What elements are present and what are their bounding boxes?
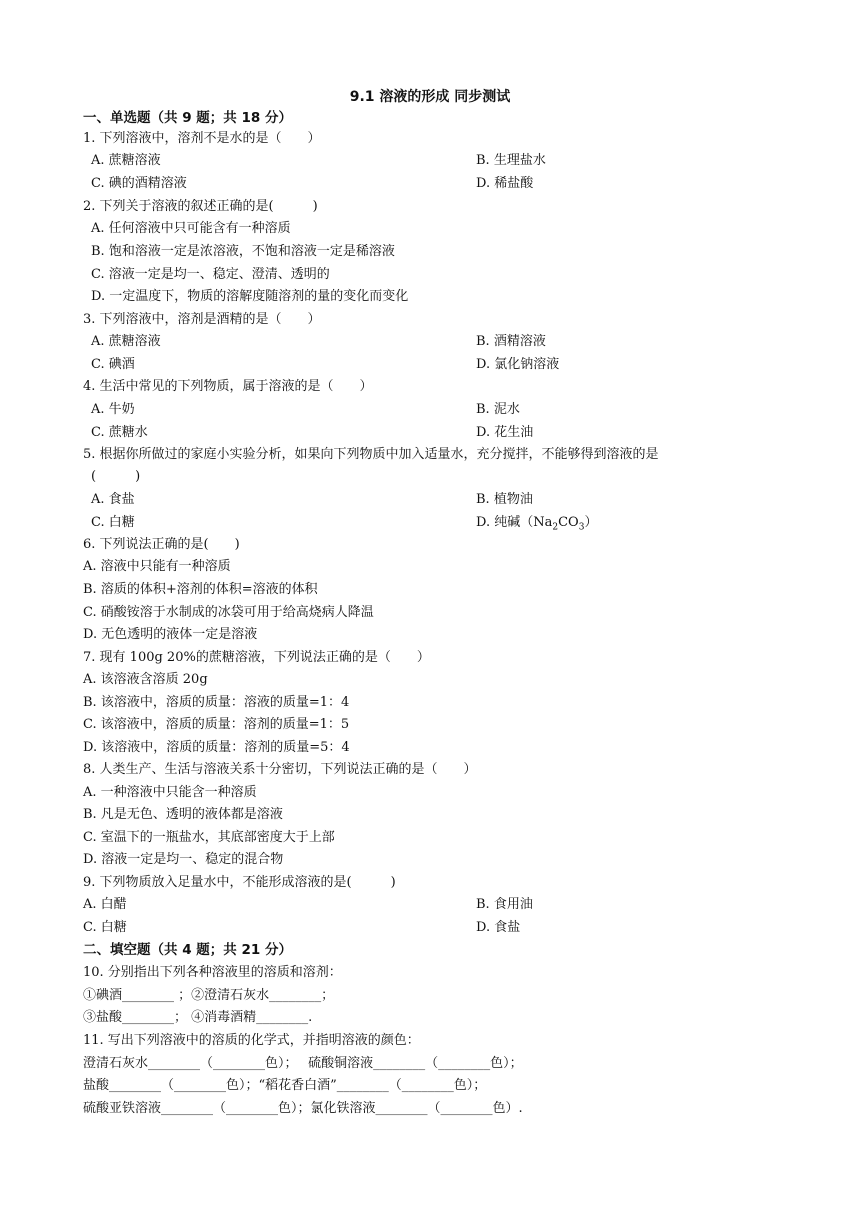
question-4-stem: 4. 生活中常见的下列物质，属于溶液的是（ ） xyxy=(83,379,373,394)
question-6-option-b: B. 溶质的体积+溶剂的体积=溶液的体积 xyxy=(83,582,318,597)
question-5-stem: 5. 根据你所做过的家庭小实验分析，如果向下列物质中加入适量水，充分搅拌，不能够得到溶液的是 xyxy=(83,447,659,462)
question-7-option-c: C. 该溶液中，溶质的质量：溶剂的质量=1：5 xyxy=(83,717,350,732)
question-10-line-1: ①碘酒________ ；②澄清石灰水________； xyxy=(83,988,335,1003)
question-8-option-c: C. 室温下的一瓶盐水，其底部密度大于上部 xyxy=(83,830,335,845)
question-7-option-a: A. 该溶液含溶质 20g xyxy=(83,672,208,687)
question-3-option-d: D. 氯化钠溶液 xyxy=(476,357,560,372)
question-10-line-2: ③盐酸________； ④消毒酒精________. xyxy=(83,1010,313,1025)
question-4-option-c: C. 蔗糖水 xyxy=(91,425,148,440)
question-9-option-d: D. 食盐 xyxy=(476,920,521,935)
section-heading-fill-blank: 二、填空题（共 4 题；共 21 分） xyxy=(83,942,292,958)
question-11-line-2: 盐酸________（________色）；“稻花香白酒”________（________色）； xyxy=(83,1078,487,1093)
question-4-option-d: D. 花生油 xyxy=(476,425,534,440)
question-2-option-d: D. 一定温度下，物质的溶解度随溶剂的量的变化而变化 xyxy=(91,289,409,304)
section-heading-single-choice: 一、单选题（共 9 题；共 18 分） xyxy=(83,110,292,126)
question-1-stem: 1. 下列溶液中，溶剂不是水的是（ ） xyxy=(83,131,321,146)
subscript-2: 2 xyxy=(552,522,559,533)
question-5-option-c: C. 白糖 xyxy=(91,515,135,530)
question-9-stem: 9. 下列物质放入足量水中，不能形成溶液的是( ) xyxy=(83,875,396,890)
question-5-stem-continued: ( ) xyxy=(91,469,141,484)
page-title: 9.1 溶液的形成 同步测试 xyxy=(349,89,511,105)
question-4-option-b: B. 泥水 xyxy=(476,402,520,417)
question-9-option-b: B. 食用油 xyxy=(476,897,533,912)
question-1-option-c: C. 碘的酒精溶液 xyxy=(91,176,187,191)
question-7-option-d: D. 该溶液中，溶质的质量：溶剂的质量=5：4 xyxy=(83,740,350,755)
question-8-option-a: A. 一种溶液中只能含一种溶质 xyxy=(83,785,257,800)
question-11-stem: 11. 写出下列溶液中的溶质的化学式，并指明溶液的颜色： xyxy=(83,1033,420,1048)
question-11-line-3: 硫酸亚铁溶液________（________色）；氯化铁溶液________（________色）. xyxy=(83,1101,523,1116)
subscript-3: 3 xyxy=(578,522,585,533)
question-6-option-c: C. 硝酸铵溶于水制成的冰袋可用于给高烧病人降温 xyxy=(83,605,374,620)
question-2-option-b: B. 饱和溶液一定是浓溶液，不饱和溶液一定是稀溶液 xyxy=(91,244,395,259)
question-9-option-a: A. 白醋 xyxy=(83,897,127,912)
question-2-stem: 2. 下列关于溶液的叙述正确的是( ) xyxy=(83,199,318,214)
option-d-mid: CO xyxy=(558,515,579,530)
question-5-option-a: A. 食盐 xyxy=(91,492,135,507)
question-2-option-c: C. 溶液一定是均一、稳定、澄清、透明的 xyxy=(91,267,330,282)
option-d-suffix: ） xyxy=(584,515,598,530)
question-8-stem: 8. 人类生产、生活与溶液关系十分密切，下列说法正确的是（ ） xyxy=(83,762,477,777)
question-4-option-a: A. 牛奶 xyxy=(91,402,135,417)
question-1-option-b: B. 生理盐水 xyxy=(476,153,546,168)
question-11-line-1: 澄清石灰水________（________色）； 硫酸铜溶液________（________色）； xyxy=(83,1056,523,1071)
option-d-prefix: D. 纯碱（Na xyxy=(476,515,553,530)
question-2-option-a: A. 任何溶液中只可能含有一种溶质 xyxy=(91,221,291,236)
question-7-stem: 7. 现有 100g 20%的蔗糖溶液，下列说法正确的是（ ） xyxy=(83,650,430,665)
question-10-stem: 10. 分别指出下列各种溶液里的溶质和溶剂： xyxy=(83,965,342,980)
question-7-option-b: B. 该溶液中，溶质的质量：溶液的质量=1：4 xyxy=(83,695,350,710)
question-5-option-d xyxy=(476,513,597,538)
question-5-option-b: B. 植物油 xyxy=(476,492,533,507)
question-8-option-d: D. 溶液一定是均一、稳定的混合物 xyxy=(83,852,284,867)
question-3-option-b: B. 酒精溶液 xyxy=(476,334,546,349)
question-8-option-b: B. 凡是无色、透明的液体都是溶液 xyxy=(83,807,283,822)
question-3-option-a: A. 蔗糖溶液 xyxy=(91,334,161,349)
question-6-stem: 6. 下列说法正确的是( ) xyxy=(83,537,240,552)
question-1-option-a: A. 蔗糖溶液 xyxy=(91,153,161,168)
question-3-option-c: C. 碘酒 xyxy=(91,357,135,372)
question-3-stem: 3. 下列溶液中，溶剂是酒精的是（ ） xyxy=(83,312,321,327)
question-1-option-d: D. 稀盐酸 xyxy=(476,176,534,191)
question-9-option-c: C. 白糖 xyxy=(83,920,127,935)
question-6-option-a: A. 溶液中只能有一种溶质 xyxy=(83,559,231,574)
question-6-option-d: D. 无色透明的液体一定是溶液 xyxy=(83,627,258,642)
